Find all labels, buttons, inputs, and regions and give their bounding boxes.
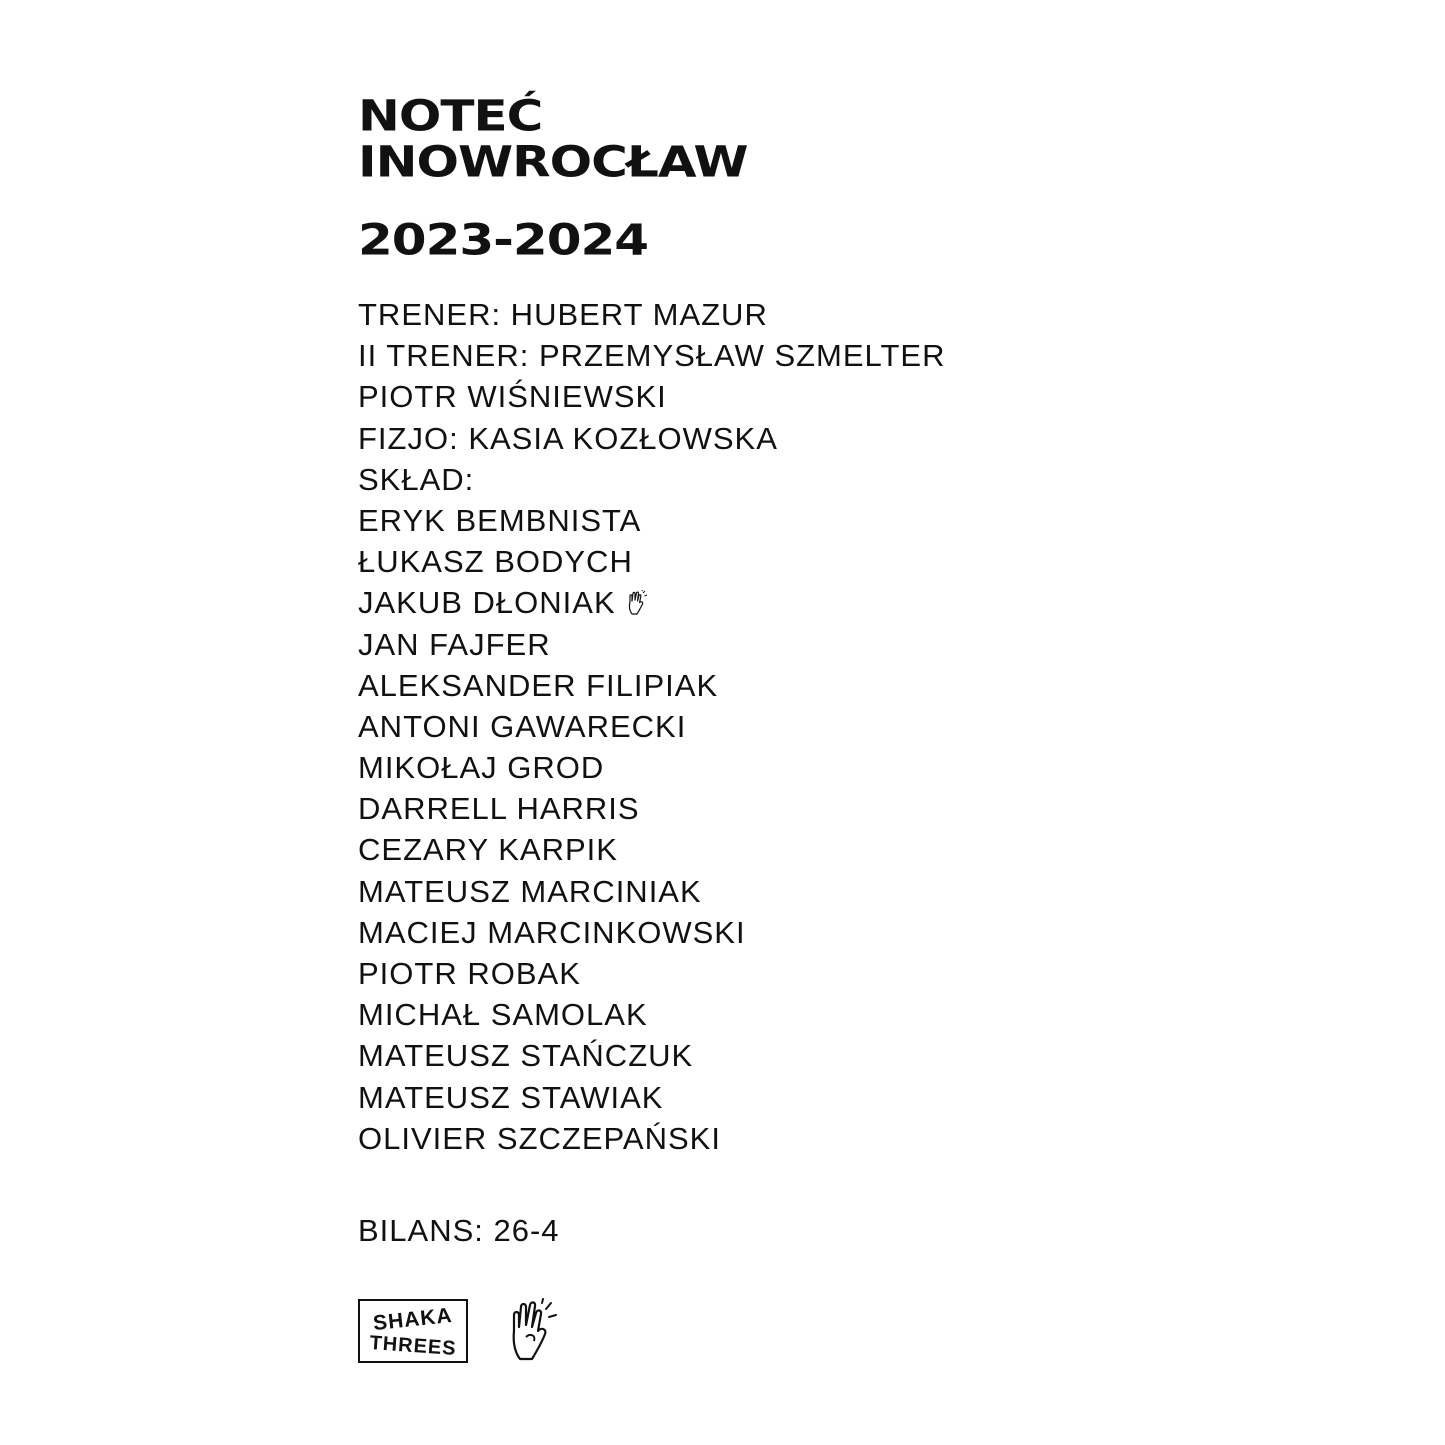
poster	[358, 90, 1258, 1159]
player-row: ŁUKASZ BODYCH	[358, 544, 633, 580]
ok-hand-icon	[626, 590, 648, 616]
player-row: OLIVIER SZCZEPAŃSKI	[358, 1120, 721, 1156]
svg-text:SHAKA: SHAKA	[372, 1303, 454, 1336]
season-title: 2023-2024	[358, 214, 649, 265]
team-name-line-2: INOWROCŁAW	[358, 136, 748, 187]
player-name: JAKUB DŁONIAK	[358, 585, 616, 621]
staff-row: TRENER: HUBERT MAZUR	[358, 297, 768, 332]
staff-row: PIOTR WIŚNIEWSKI	[358, 379, 667, 415]
player-row: ERYK BEMBNISTA	[358, 502, 642, 538]
player-row: MATEUSZ STAŃCZUK	[358, 1038, 694, 1074]
player-row: ALEKSANDER FILIPIAK	[358, 667, 719, 703]
player-row: DARRELL HARRIS	[358, 791, 640, 827]
shaka-threes-logo	[358, 1299, 468, 1363]
player-row-with-icon	[358, 582, 1258, 623]
season-record: BILANS: 26-4	[358, 1213, 560, 1248]
player-row: JAN FAJFER	[358, 626, 551, 662]
svg-text:THREES: THREES	[368, 1331, 458, 1361]
player-row: PIOTR ROBAK	[358, 956, 581, 991]
player-row: CEZARY KARPIK	[358, 832, 618, 868]
squad-label: SKŁAD:	[358, 461, 475, 497]
team-name-line-1: NOTEĆ	[358, 90, 543, 141]
staff-row: FIZJO: KASIA KOZŁOWSKA	[358, 420, 778, 456]
player-row: MIKOŁAJ GROD	[358, 750, 605, 786]
ok-hand-icon	[506, 1297, 558, 1363]
roster-list	[358, 294, 1258, 1159]
player-row: MATEUSZ STAWIAK	[358, 1079, 664, 1115]
player-row: MICHAŁ SAMOLAK	[358, 997, 648, 1033]
staff-row: II TRENER: PRZEMYSŁAW SZMELTER	[358, 338, 946, 374]
player-row: ANTONI GAWARECKI	[358, 708, 687, 744]
player-row: MATEUSZ MARCINIAK	[358, 873, 702, 909]
player-row: MACIEJ MARCINKOWSKI	[358, 914, 746, 950]
